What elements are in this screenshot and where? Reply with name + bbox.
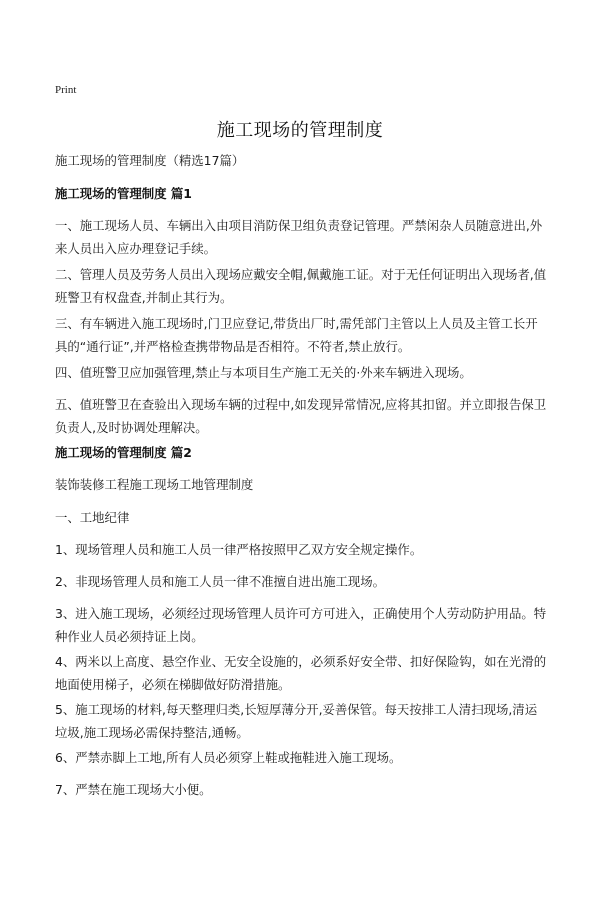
paragraph: 三、有车辆进入施工现场时,门卫应登记,带货出厂时,需凭部门主管以上人员及主管工长开具的“通行证”,并严格检查携带物品是否相符。不符者,禁止放行。 [55, 316, 538, 354]
paragraph: 5、施工现场的材料,每天整理归类,长短厚薄分开,妥善保管。每天按排工人清扫现场,清运垃圾,施工现场必需保持整洁,通畅。 [55, 702, 538, 740]
paragraph: 4、两米以上高度、悬空作业、无安全设施的，必须系好安全带、扣好保险钩，如在光滑的地面使用梯子，必须在梯脚做好防滑措施。 [55, 654, 547, 692]
section-heading: 施工现场的管理制度 篇2 [55, 445, 192, 460]
paragraph: 五、值班警卫在查验出入现场车辆的过程中,如发现异常情况,应将其扣留。并立即报告保卫负责人,及时协调处理解决。 [55, 397, 547, 435]
print-label: Print [55, 84, 77, 96]
paragraph: 7、严禁在施工现场大小便。 [55, 782, 212, 797]
paragraph: 6、严禁赤脚上工地,所有人员必须穿上鞋或拖鞋进入施工现场。 [55, 750, 402, 765]
section-heading: 施工现场的管理制度 篇1 [55, 186, 192, 201]
paragraph: 3、进入施工现场，必须经过现场管理人员许可方可进入，正确使用个人劳动防护用品。特种作业人员必须持证上岗。 [55, 606, 547, 644]
paragraph: 一、工地纪律 [55, 510, 130, 525]
document-subtitle: 施工现场的管理制度（精选17篇） [55, 153, 245, 168]
paragraph: 四、值班警卫应加强管理,禁止与本项目生产施工无关的·外来车辆进入现场。 [55, 365, 472, 380]
paragraph: 一、施工现场人员、车辆出入由项目消防保卫组负责登记管理。严禁闲杂人员随意进出,外来人员出入应办理登记手续。 [55, 218, 543, 256]
document-title: 施工现场的管理制度 [216, 120, 384, 141]
paragraph: 1、现场管理人员和施工人员一律严格按照甲乙双方安全规定操作。 [55, 542, 423, 557]
paragraph: 2、非现场管理人员和施工人员一律不准擅自进出施工现场。 [55, 574, 386, 589]
paragraph: 装饰装修工程施工现场工地管理制度 [55, 477, 254, 492]
paragraph: 二、管理人员及劳务人员出入现场应戴安全帽,佩戴施工证。对于无任何证明出入现场者,值班警卫有权盘查,并制止其行为。 [55, 267, 547, 305]
